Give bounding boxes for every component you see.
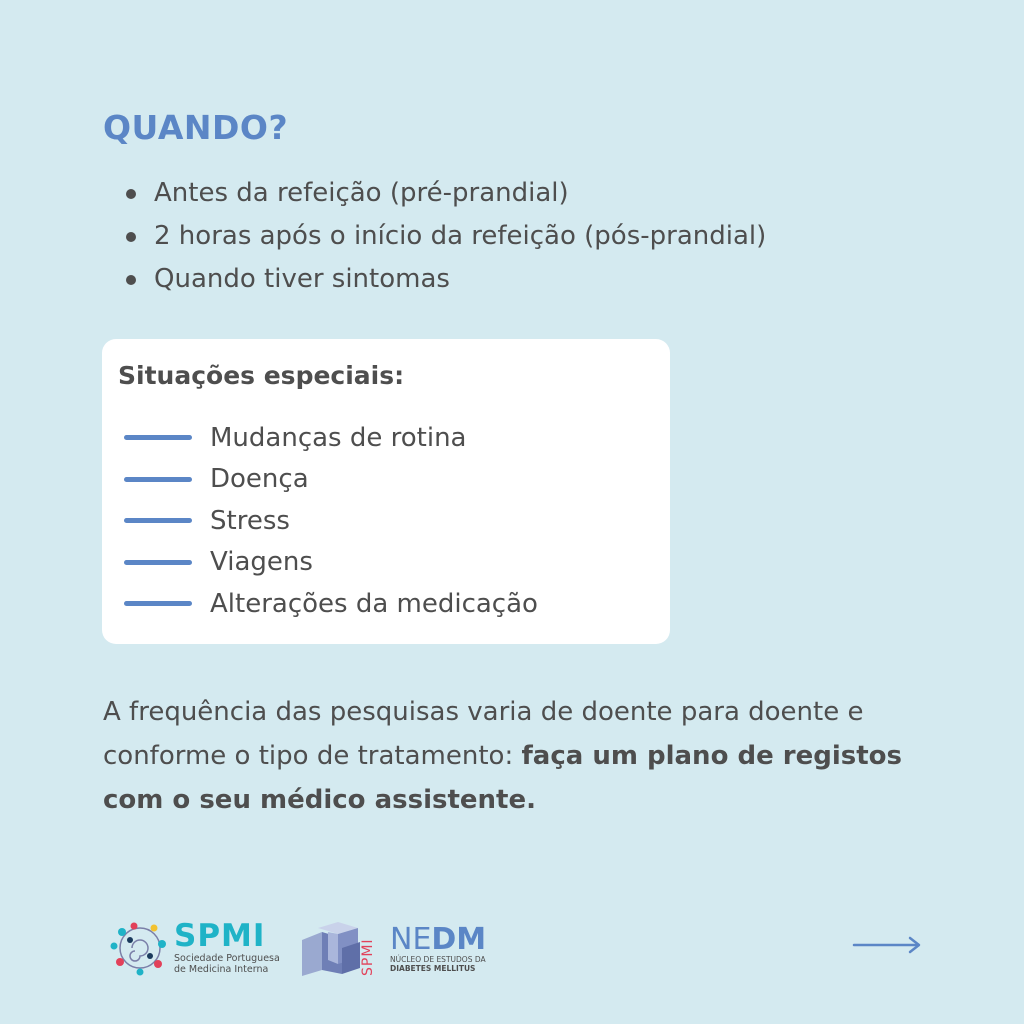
list-item-label: Alterações da medicação bbox=[210, 588, 538, 619]
card-title: Situações especiais: bbox=[118, 361, 405, 390]
list-item bbox=[124, 215, 766, 258]
when-list bbox=[124, 172, 766, 301]
list-item bbox=[124, 500, 538, 542]
list-item bbox=[124, 417, 538, 459]
spmi-emblem-icon bbox=[108, 918, 172, 978]
spmi-subtitle-line: Sociedade Portuguesa bbox=[174, 953, 280, 964]
spmi-subtitle-line: de Medicina Interna bbox=[174, 964, 269, 975]
list-item bbox=[124, 459, 538, 501]
bullet-icon bbox=[126, 189, 136, 199]
spmi-logo bbox=[108, 918, 278, 978]
nedm-name-ne: NE bbox=[390, 922, 432, 957]
list-item bbox=[124, 172, 766, 215]
page-title: QUANDO? bbox=[103, 108, 289, 147]
nedm-logo bbox=[298, 918, 508, 980]
advice-text: A frequência das pesquisas varia de doente para doente e conforme o tipo de tratamento: bbox=[103, 697, 864, 771]
list-item bbox=[124, 542, 538, 584]
dash-icon bbox=[124, 477, 192, 482]
bullet-icon bbox=[126, 275, 136, 285]
bullet-icon bbox=[126, 232, 136, 242]
list-item-label: Antes da refeição (pré-prandial) bbox=[154, 178, 569, 208]
list-item-label: Mudanças de rotina bbox=[210, 422, 467, 453]
list-item bbox=[124, 258, 766, 301]
list-item-label: Quando tiver sintomas bbox=[154, 264, 450, 294]
list-item-label: 2 horas após o início da refeição (pós-prandial) bbox=[154, 221, 767, 251]
nedm-prefix: SPMI bbox=[360, 938, 376, 976]
nedm-name bbox=[390, 922, 486, 957]
special-situations-card bbox=[102, 339, 670, 644]
nedm-subtitle bbox=[390, 955, 486, 973]
spmi-name: SPMI bbox=[174, 918, 266, 954]
advice-paragraph bbox=[103, 690, 903, 822]
dash-icon bbox=[124, 601, 192, 606]
list-item-label: Stress bbox=[210, 505, 290, 536]
nedm-subtitle-line: NÚCLEO DE ESTUDOS DA bbox=[390, 955, 486, 964]
nedm-subtitle-line: DIABETES MELLITUS bbox=[390, 964, 476, 973]
list-item bbox=[124, 583, 538, 625]
list-item-label: Doença bbox=[210, 464, 309, 495]
list-item-label: Viagens bbox=[210, 547, 313, 578]
dash-icon bbox=[124, 560, 192, 565]
advice-emphasis: faça um plano de registos com o seu médico assistente. bbox=[103, 741, 902, 815]
arrow-right-icon[interactable] bbox=[852, 934, 924, 956]
special-situations-list bbox=[124, 417, 538, 625]
nedm-name-dm: DM bbox=[431, 922, 487, 957]
spmi-subtitle bbox=[174, 953, 280, 975]
dash-icon bbox=[124, 518, 192, 523]
dash-icon bbox=[124, 435, 192, 440]
